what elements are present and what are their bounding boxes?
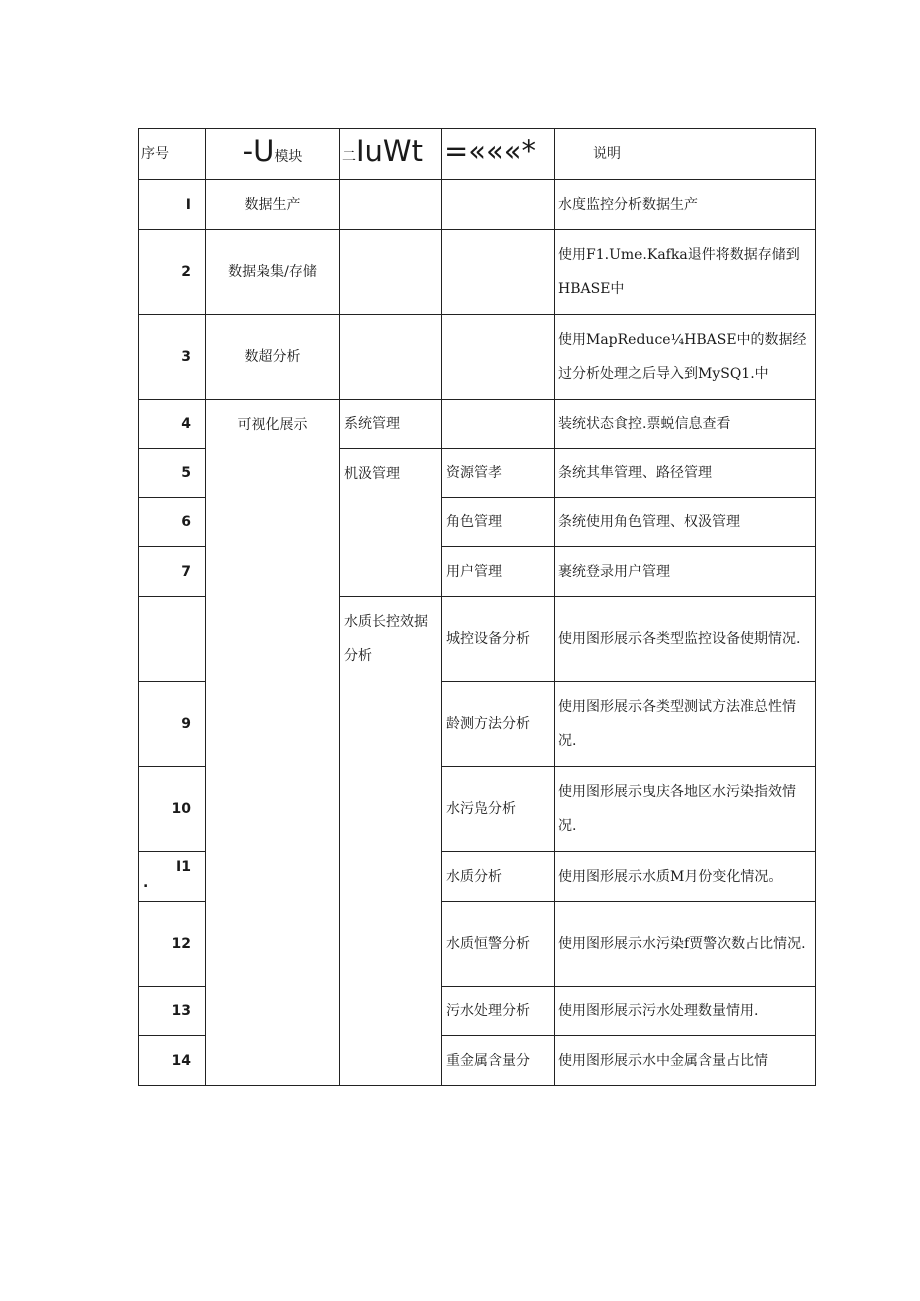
table-row — [139, 230, 816, 315]
sub-module-cell — [340, 230, 442, 315]
description-cell: 使用图形展示水质M月份变化情况。 — [555, 852, 816, 902]
header-module: -U模块 — [206, 129, 340, 180]
row-number: 12 — [139, 902, 206, 987]
row-number — [139, 852, 206, 902]
description-cell: 条统其隼管理、路径管理 — [555, 449, 816, 498]
description-cell: 使用F1.Ume.Kafka退件将数据存储到HBASE中 — [555, 230, 816, 315]
function-cell: 龄测方法分析 — [442, 682, 555, 767]
header-col4: =«««* — [442, 129, 555, 180]
header-col3: 二IuWt — [340, 129, 442, 180]
function-cell: 城控设备分析 — [442, 597, 555, 682]
row-number-text: I1 — [176, 859, 191, 875]
description-cell: 使用图形展示水中金属含量占比情 — [555, 1036, 816, 1086]
row-number: 5 — [139, 449, 206, 498]
description-cell: 使用MapReduce¼HBASE中的数据经过分析处理之后导入到MySQ1.中 — [555, 315, 816, 400]
row-number-mark: . — [143, 875, 149, 891]
header-desc: 说明 — [555, 129, 816, 180]
header-seq: 序号 — [139, 129, 206, 180]
description-cell: 使用图形展示曳庆各地区水污染指效情况. — [555, 767, 816, 852]
row-number: 13 — [139, 987, 206, 1036]
header-row — [139, 129, 816, 180]
row-number: 4 — [139, 400, 206, 449]
sub-module-cell — [340, 315, 442, 400]
row-number: 6 — [139, 498, 206, 547]
row-number: I — [139, 180, 206, 230]
description-cell: 裹统登录用户管理 — [555, 547, 816, 597]
function-cell: 污水处理分析 — [442, 987, 555, 1036]
function-cell — [442, 400, 555, 449]
module-cell: 数据枭集/存储 — [206, 230, 340, 315]
row-number: 10 — [139, 767, 206, 852]
sub-module-cell: 水质长控效据分析 — [340, 597, 442, 1086]
row-number: 14 — [139, 1036, 206, 1086]
table-row — [139, 180, 816, 230]
description-cell: 使用图形展示各类型测试方法准总性情况. — [555, 682, 816, 767]
row-number: 9 — [139, 682, 206, 767]
description-cell: 条统使用角色管理、权汲管理 — [555, 498, 816, 547]
module-cell: 数超分析 — [206, 315, 340, 400]
function-cell: 资源管孝 — [442, 449, 555, 498]
function-cell: 重金属含量分 — [442, 1036, 555, 1086]
sub-module-cell: 系统管理 — [340, 400, 442, 449]
description-cell: 装统状态食控.票蜕信息查看 — [555, 400, 816, 449]
function-cell — [442, 230, 555, 315]
description-cell: 水度监控分析数据生产 — [555, 180, 816, 230]
function-cell: 角色管理 — [442, 498, 555, 547]
table-row — [139, 400, 816, 449]
function-cell — [442, 315, 555, 400]
description-cell: 使用图形展示污水处理数量情用. — [555, 987, 816, 1036]
module-table — [138, 128, 816, 1086]
module-cell: 数据生产 — [206, 180, 340, 230]
description-cell: 使用图形展示水污染f贾警次数占比情况. — [555, 902, 816, 987]
row-number — [139, 597, 206, 682]
description-cell: 使用图形展示各类型监控设备使期情况. — [555, 597, 816, 682]
function-cell: 水质恒警分析 — [442, 902, 555, 987]
module-cell: 可视化展示 — [206, 400, 340, 1086]
sub-module-cell — [340, 180, 442, 230]
function-cell — [442, 180, 555, 230]
row-number: 3 — [139, 315, 206, 400]
sub-module-cell: 机汲管理 — [340, 449, 442, 597]
row-number: 7 — [139, 547, 206, 597]
table-row — [139, 315, 816, 400]
function-cell: 水污凫分析 — [442, 767, 555, 852]
function-cell: 水质分析 — [442, 852, 555, 902]
function-cell: 用户管理 — [442, 547, 555, 597]
row-number: 2 — [139, 230, 206, 315]
